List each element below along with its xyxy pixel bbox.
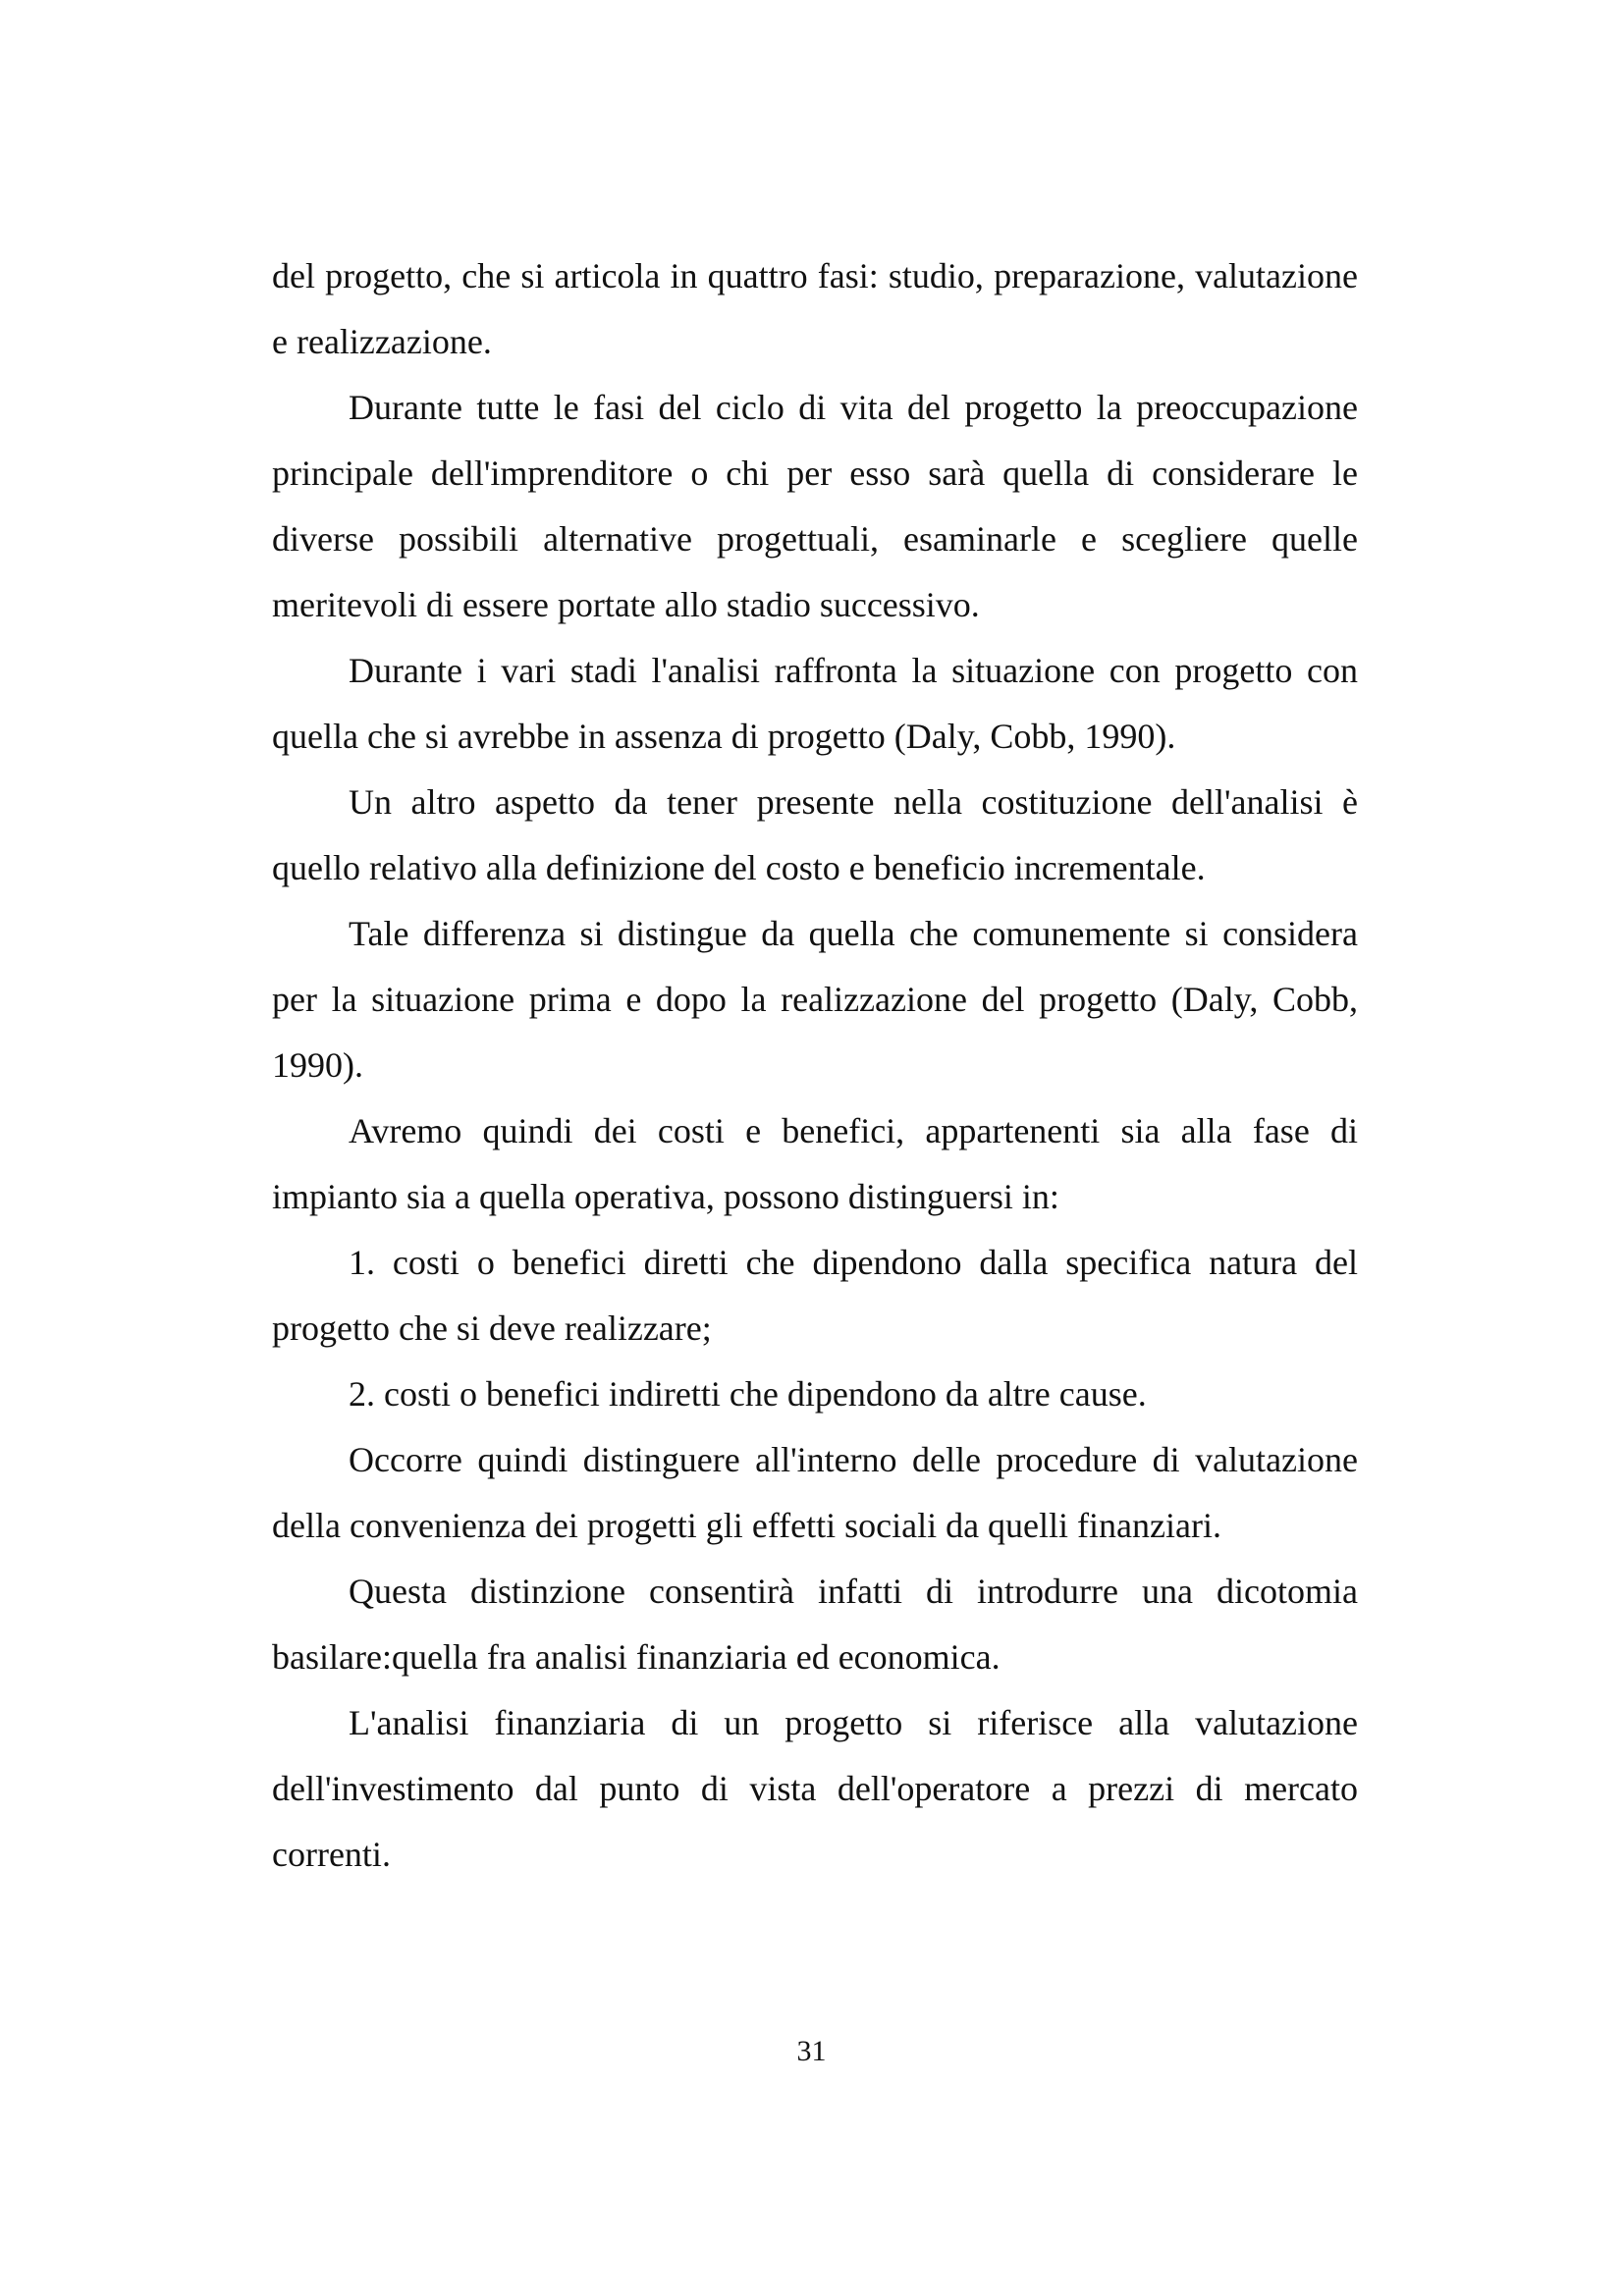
paragraph: del progetto, che si articola in quattro fasi: studio, preparazione, valutazione e realizzazione. xyxy=(272,256,1358,361)
list-item: 1. costi o benefici diretti che dipendono dalla specifica natura del progetto che si deve realizzare; xyxy=(272,1243,1358,1348)
paragraph: Un altro aspetto da tener presente nella costituzione dell'analisi è quello relativo alla definizione del costo e beneficio incrementale. xyxy=(272,782,1358,887)
paragraph: L'analisi finanziaria di un progetto si riferisce alla valutazione dell'investimento dal punto di vista dell'operatore a prezzi di mercato correnti. xyxy=(272,1703,1358,1874)
body-text xyxy=(272,243,1358,1888)
paragraph: Avremo quindi dei costi e benefici, appartenenti sia alla fase di impianto sia a quella operativa, possono distinguersi in: xyxy=(272,1111,1358,1216)
paragraph: Tale differenza si distingue da quella che comunemente si considera per la situazione prima e dopo la realizzazione del progetto (Daly, Cobb, 1990). xyxy=(272,914,1358,1085)
paragraph: Questa distinzione consentirà infatti di introdurre una dicotomia basilare:quella fra analisi finanziaria ed economica. xyxy=(272,1572,1358,1677)
list-item: 2. costi o benefici indiretti che dipendono da altre cause. xyxy=(349,1374,1147,1414)
paragraph: Occorre quindi distinguere all'interno delle procedure di valutazione della convenienza dei progetti gli effetti sociali da quelli finanziari. xyxy=(272,1440,1358,1545)
page-number: 31 xyxy=(796,2035,827,2067)
paragraph: Durante i vari stadi l'analisi raffronta la situazione con progetto con quella che si avrebbe in assenza di progetto (Daly, Cobb, 1990). xyxy=(272,651,1358,756)
paragraph: Durante tutte le fasi del ciclo di vita del progetto la preoccupazione principale dell'imprenditore o chi per esso sarà quella di considerare le diverse possibili alternative progettuali, esaminarle e scegliere quelle meritevoli di essere portate allo stadio successivo. xyxy=(272,388,1358,624)
